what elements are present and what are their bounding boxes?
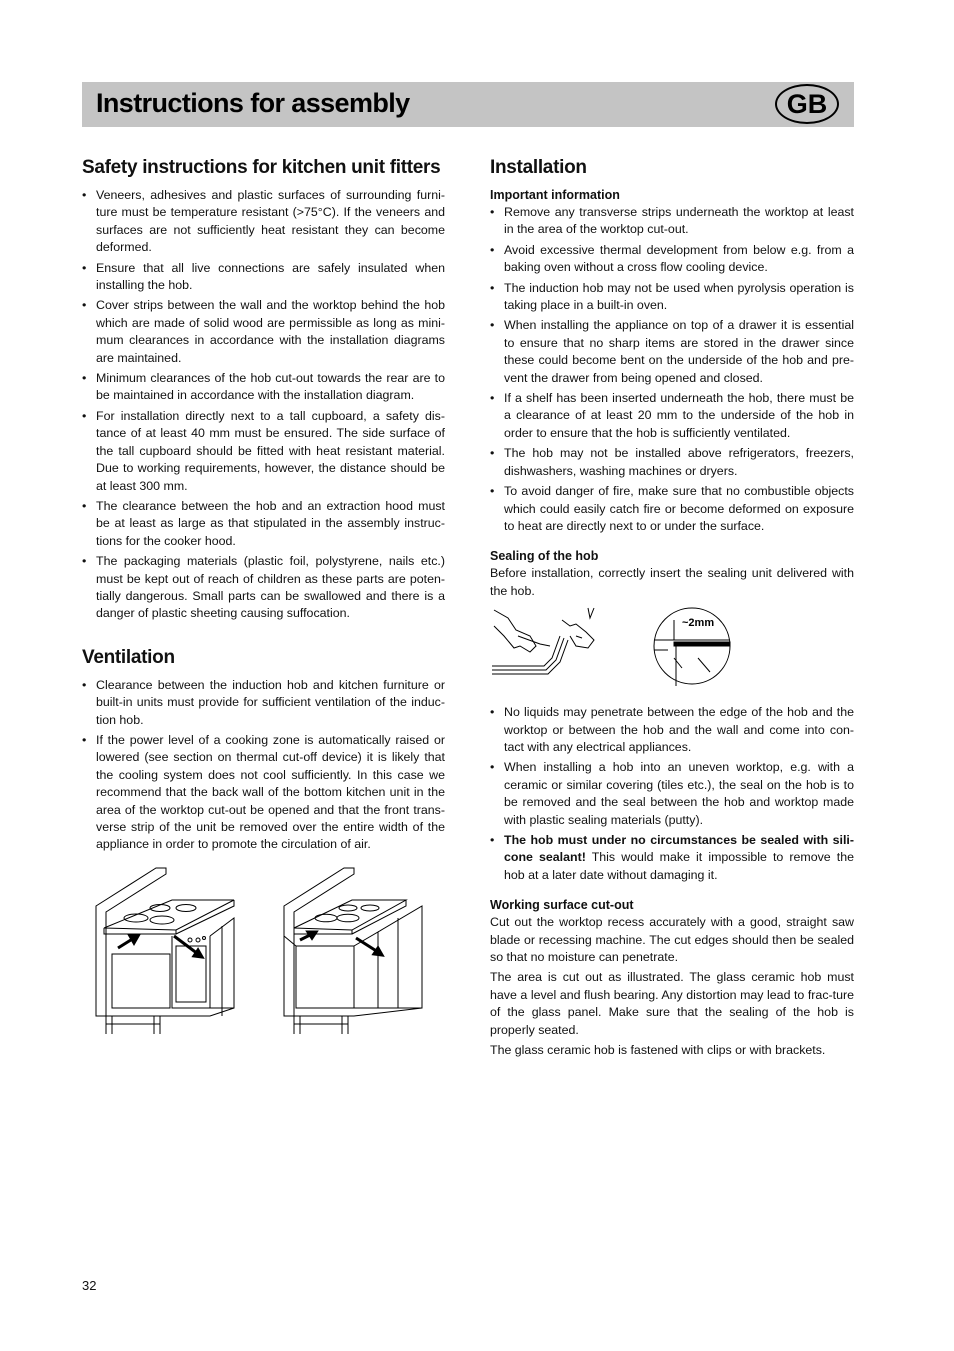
important-info-heading: Important information xyxy=(490,188,620,202)
sealing-list xyxy=(490,704,854,884)
list-item: • Veneers, adhesives and plastic surfaces of surrounding furni-ture must be temperature resistant (>75°C). If the veneers and surfaces are not sufficiently heat resistant they can become deformed. xyxy=(82,187,445,257)
list-item: • Cover strips between the wall and the worktop behind the hob which are made of solid wood are permissible as long as mini-mum clearances in accordance with the installation diagrams are maintained. xyxy=(82,297,445,367)
warning-text: This would make it impossible to remove the hob at a later date without damaging it. xyxy=(504,850,854,882)
ventilation-diagrams xyxy=(82,866,445,1041)
list-item: • To avoid danger of fire, make sure that no combustible objects which could easily catch fire or become deformed on exposure to heat are directly next to or under the surface. xyxy=(490,483,854,535)
seal-insertion-diagram xyxy=(490,606,602,678)
gap-label: ~2mm xyxy=(682,617,715,630)
warning-bold: The hob must under no circumstances be sealed with sili-cone sealant! xyxy=(504,832,854,865)
installation-list xyxy=(490,204,854,535)
page-number: 32 xyxy=(82,1278,97,1293)
list-item: • Remove any transverse strips underneath the worktop at least in the area of the worktop cut-out. xyxy=(490,204,854,239)
title-banner xyxy=(82,82,854,127)
hob-over-oven-diagram xyxy=(94,866,239,1036)
list-item: • The hob may not be installed above refrigerators, freezers, dishwashers, washing machines or dryers. xyxy=(490,445,854,480)
list-item: • No liquids may penetrate between the edge of the hob and the worktop or between the hob and the wall and come into con-tact with any electrical appliances. xyxy=(490,704,854,756)
hob-over-cupboard-diagram xyxy=(282,866,427,1036)
page-title: Instructions for assembly xyxy=(96,88,410,118)
list-item: • Minimum clearances of the hob cut-out towards the rear are to be maintained in accordance with the installation diagram. xyxy=(82,370,445,405)
seal-gap-detail-diagram xyxy=(652,606,734,688)
list-item: • Clearance between the induction hob and kitchen furniture or built-in units must provide for sufficient ventilation of the induc-tion hob. xyxy=(82,677,445,729)
country-badge: GB xyxy=(775,84,839,124)
safety-list xyxy=(82,187,445,623)
safety-heading: Safety instructions for kitchen unit fitters xyxy=(82,157,441,178)
left-column xyxy=(82,157,445,1041)
cutout-paragraph: The area is cut out as illustrated. The glass ceramic hob must have a level and flush bearing. Any distortion may lead to frac-ture of the glass panel. Make sure that the sealing of the hob is properly seated. xyxy=(490,970,854,1037)
ventilation-heading: Ventilation xyxy=(82,646,175,668)
list-item: • When installing a hob into an uneven worktop, e.g. with a ceramic or similar covering (tiles etc.), the seal on the hob is to be removed and the seal between the hob and worktop made with plastic sealing materials (putty). xyxy=(490,759,854,829)
cutout-paragraph: Cut out the worktop recess accurately with a good, straight saw blade or recessing machine. The cut edges should then be sealed so that no moisture can penetrate. xyxy=(490,915,854,964)
list-item: • When installing the appliance on top of a drawer it is essential to ensure that no sharp items are stored in the drawer since these could become bent on the underside of the hob and pre-vent the drawer from being opened and closed. xyxy=(490,317,854,387)
ventilation-list xyxy=(82,677,445,854)
list-item: • If the power level of a cooking zone is automatically raised or lowered (see section on thermal cut-off device) it is likely that the cooling system does not cool sufficiently. In this case we recommend that the back wall of the bottom kitchen unit in the area of the worktop cut-out be opened and that the front trans-verse strip of the unit be removed over the entire width of the appliance in order to promote the circulation of air. xyxy=(82,732,445,854)
list-item: • The induction hob may not be used when pyrolysis operation is taking place in a built-in oven. xyxy=(490,280,854,315)
list-item: • For installation directly next to a tall cupboard, a safety dis-tance of at least 40 mm must be ensured. The side surface of the tall cupboard should be fitted with heat resistant material. Due to working requirements, however, the distance should be at least 300 mm. xyxy=(82,408,445,495)
cutout-heading: Working surface cut-out xyxy=(490,898,634,913)
list-item: • If a shelf has been inserted underneath the hob, there must be a clearance of at least 20 mm to the underside of the hob in order to ensure that the hob is sufficiently ventilated. xyxy=(490,390,854,442)
list-item: • Ensure that all live connections are safely insulated when installing the hob. xyxy=(82,260,445,295)
list-item: • The clearance between the hob and an extraction hood must be at least as large as that stipulated in the assembly instruc-tions for the cooker hood. xyxy=(82,498,445,550)
sealing-intro: Before installation, correctly insert the sealing unit delivered with the hob. xyxy=(490,566,854,598)
sealing-diagrams xyxy=(490,606,854,698)
list-item: • Avoid excessive thermal development from below e.g. from a baking oven without a cross flow cooling device. xyxy=(490,242,854,277)
installation-heading: Installation xyxy=(490,157,587,178)
right-column xyxy=(490,157,854,1062)
sealing-heading: Sealing of the hob xyxy=(490,549,599,564)
cutout-paragraph: The glass ceramic hob is fastened with clips or with brackets. xyxy=(490,1043,826,1058)
warning-item xyxy=(490,832,854,884)
list-item: • The packaging materials (plastic foil, polystyrene, nails etc.) must be kept out of reach of children as these parts are poten-tially dangerous. Small parts can be swallowed and there is a danger of plastic sheeting causing suffocation. xyxy=(82,553,445,623)
